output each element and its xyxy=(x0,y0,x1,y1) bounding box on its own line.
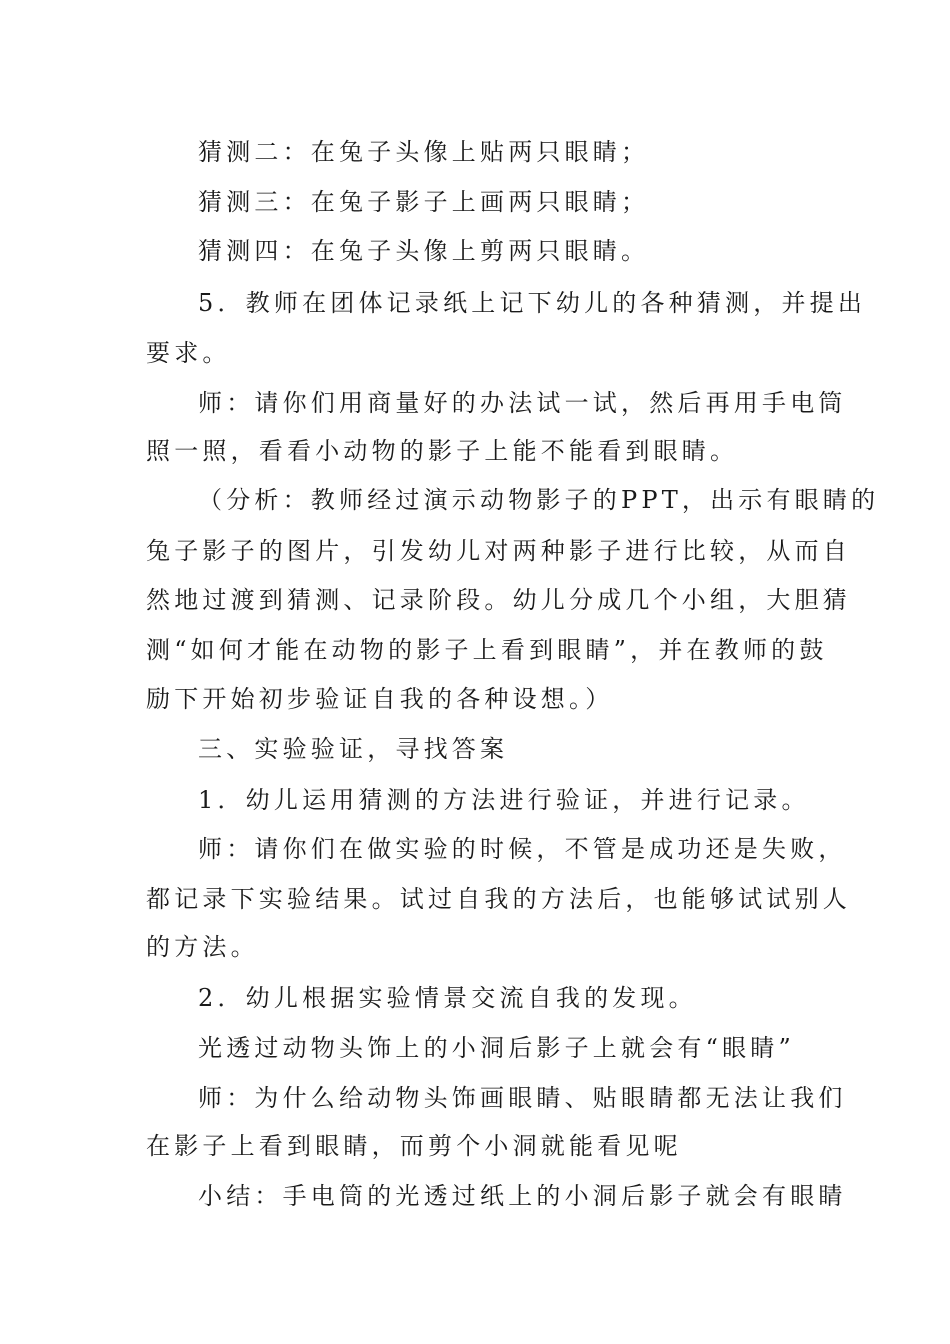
text-line: 1．幼儿运用猜测的方法进行验证，并进行记录。 xyxy=(198,786,810,814)
text-line: 小结：手电筒的光透过纸上的小洞后影子就会有眼睛 xyxy=(198,1182,847,1210)
text-line: 兔子影子的图片，引发幼儿对两种影子进行比较，从而自 xyxy=(146,537,851,565)
text-line: 师：请你们用商量好的办法试一试，然后再用手电筒 xyxy=(198,389,847,417)
text-line: 师：请你们在做实验的时候，不管是成功还是失败， xyxy=(198,835,847,863)
text-line: 光透过动物头饰上的小洞后影子上就会有“眼睛” xyxy=(198,1034,795,1062)
text-line: 猜测二：在兔子头像上贴两只眼睛； xyxy=(198,138,650,166)
section-heading: 三、实验验证，寻找答案 xyxy=(198,735,509,763)
text-line: 猜测三：在兔子影子上画两只眼睛； xyxy=(198,188,650,216)
text-line: 师：为什么给动物头饰画眼睛、贴眼睛都无法让我们 xyxy=(198,1084,847,1112)
text-line: 5．教师在团体记录纸上记下幼儿的各种猜测，并提出 xyxy=(198,289,867,317)
text-line: （分析：教师经过演示动物影子的PPT，出示有眼睛的 xyxy=(198,486,880,514)
text-line: 在影子上看到眼睛，而剪个小洞就能看见呢 xyxy=(146,1132,682,1160)
text-line: 然地过渡到猜测、记录阶段。幼儿分成几个小组，大胆猜 xyxy=(146,586,851,614)
text-line: 2．幼儿根据实验情景交流自我的发现。 xyxy=(198,984,697,1012)
text-line: 猜测四：在兔子头像上剪两只眼睛。 xyxy=(198,237,650,265)
text-line: 测“如何才能在动物的影子上看到眼睛”，并在教师的鼓 xyxy=(146,636,828,664)
text-line: 都记录下实验结果。试过自我的方法后，也能够试试别人 xyxy=(146,885,851,913)
text-line: 要求。 xyxy=(146,339,231,367)
text-line: 的方法。 xyxy=(146,933,259,961)
text-line: 励下开始初步验证自我的各种设想。） xyxy=(146,685,614,713)
text-line: 照一照，看看小动物的影子上能不能看到眼睛。 xyxy=(146,437,739,465)
